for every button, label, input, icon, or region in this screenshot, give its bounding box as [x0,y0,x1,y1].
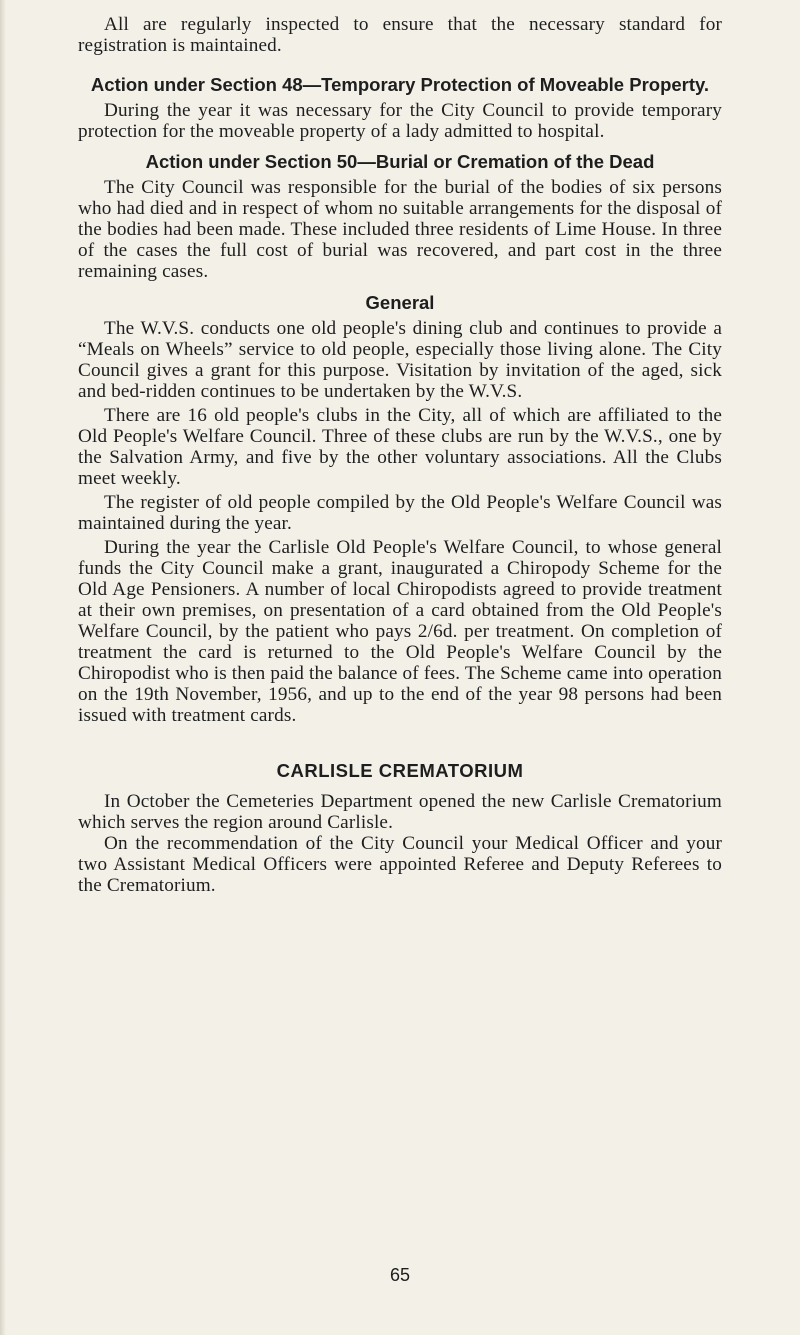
general-paragraph-clubs: There are 16 old people's clubs in the City, all of which are affiliated to the Old People's Welfare Council. Three of these clubs are run by the W.V.S., one by the Salvation Army, and five by the other voluntary associations. All the Clubs meet weekly. [78,405,722,489]
general-paragraph-register: The register of old people compiled by the Old People's Welfare Council was maintained during the year. [78,492,722,534]
general-paragraph-wvs: The W.V.S. conducts one old people's dining club and continues to provide a “Meals on Wheels” service to old people, especially those living alone. The City Council gives a grant for this purpose. Visitation by invitation of the aged, sick and bed-ridden continues to be undertaken by the W.V.S. [78,318,722,402]
page-number: 65 [389,1265,411,1285]
crematorium-paragraph-opening: In October the Cemeteries Department opened the new Carlisle Crematorium which serves the region around Carlisle. [78,791,722,833]
general-heading: General [365,292,435,313]
section-50-paragraph: The City Council was responsible for the burial of the bodies of six persons who had died and in respect of whom no suitable arrangements for the disposal of the bodies had been made. These included three residents of Lime House. In three of the cases the full cost of burial was recovered, and part cost in the three remaining cases. [78,177,722,282]
general-paragraph-chiropody: During the year the Carlisle Old People's Welfare Council, to whose general funds the City Council make a grant, inaugurated a Chiropody Scheme for the Old Age Pensioners. A number of local Chiropodists agreed to provide treatment at their own premises, on presentation of a card obtained from the Old People's Welfare Council, by the patient who pays 2/6d. per treatment. On completion of treatment the card is returned to the Old People's Welfare Council by the Chiropodist who is then paid the balance of fees. The Scheme came into operation on the 19th November, 1956, and up to the end of the year 98 persons had been issued with treatment cards. [78,537,722,726]
intro-paragraph: All are regularly inspected to ensure that the necessary standard for registration is maintained. [78,14,722,56]
crematorium-paragraph-referees: On the recommendation of the City Council your Medical Officer and your two Assistant Medical Officers were appointed Referee and Deputy Referees to the Crematorium. [78,833,722,896]
section-48-paragraph: During the year it was necessary for the City Council to provide temporary protection for the moveable property of a lady admitted to hospital. [78,100,722,142]
crematorium-heading: CARLISLE CREMATORIUM [276,760,524,781]
page-edge-shadow [0,0,6,1335]
section-50-heading: Action under Section 50—Burial or Cremation of the Dead [145,151,655,172]
section-48-heading: Action under Section 48—Temporary Protection of Moveable Property. [90,74,710,95]
